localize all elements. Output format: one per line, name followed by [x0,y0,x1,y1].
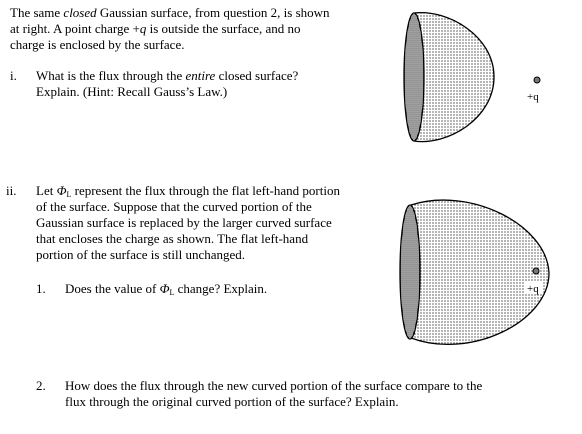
intro-line-2-post: is outside the surface, and no [146,21,301,36]
part-ii-line-5: portion of the surface is still unchanged. [36,247,246,262]
sub-1-phi-subscript: L [169,288,175,297]
curved-surface-enlarged [411,200,549,344]
sub-2-line-1: How does the flux through the new curved portion of the surface compare to the [65,378,483,393]
gaussian-surface-enlarged [400,200,549,344]
charge-dot-1 [534,77,540,83]
charge-label-1: +q [527,91,539,103]
sub-1-phi-symbol: Φ [159,281,170,296]
part-ii-line-2: of the surface. Suppose that the curved portion of the [36,199,312,214]
gaussian-surface-original [404,13,494,142]
part-i-entire-emphasis: entire [185,68,216,83]
point-charge-1 [527,77,540,103]
part-i-number: i. [10,68,17,83]
part-ii-number: ii. [6,183,17,198]
sub-2-line-2: flux through the original curved portion of the surface? Explain. [65,394,399,409]
intro-q-emphasis: q [139,21,147,36]
charge-label-2: +q [527,283,539,295]
intro-line-1-post: Gaussian surface, from question 2, is shown [96,5,330,20]
flat-surface-original [404,13,424,141]
sub-1-text-post: change? Explain. [174,281,268,296]
part-ii-line-4: that encloses the charge as shown. The flat left-hand [36,231,309,246]
part-i-line-2: Explain. (Hint: Recall Gauss’s Law.) [36,84,228,99]
curved-surface-original [414,13,494,142]
intro-line-2-pre: at right. A point charge + [10,21,140,36]
part-i-line-1-post: closed surface? [215,68,299,83]
charge-dot-2 [533,268,539,274]
intro-closed-emphasis: closed [63,5,97,20]
sub-1-text-pre: Does the value of [65,281,160,296]
sub-1-number: 1. [36,281,46,296]
intro-line-3: charge is enclosed by the surface. [10,37,185,52]
part-ii-line-1-post: represent the flux through the flat left-hand portion [71,183,340,198]
part-ii-line-1-pre: Let [36,183,57,198]
flat-surface-enlarged [400,205,420,339]
sub-2-number: 2. [36,378,46,393]
phi-symbol: Φ [56,183,67,198]
part-ii-line-3: Gaussian surface is replaced by the larger curved surface [36,215,332,230]
intro-line-1-pre: The same [10,5,64,20]
phi-subscript: L [66,190,72,199]
part-i-line-1-pre: What is the flux through the [36,68,186,83]
